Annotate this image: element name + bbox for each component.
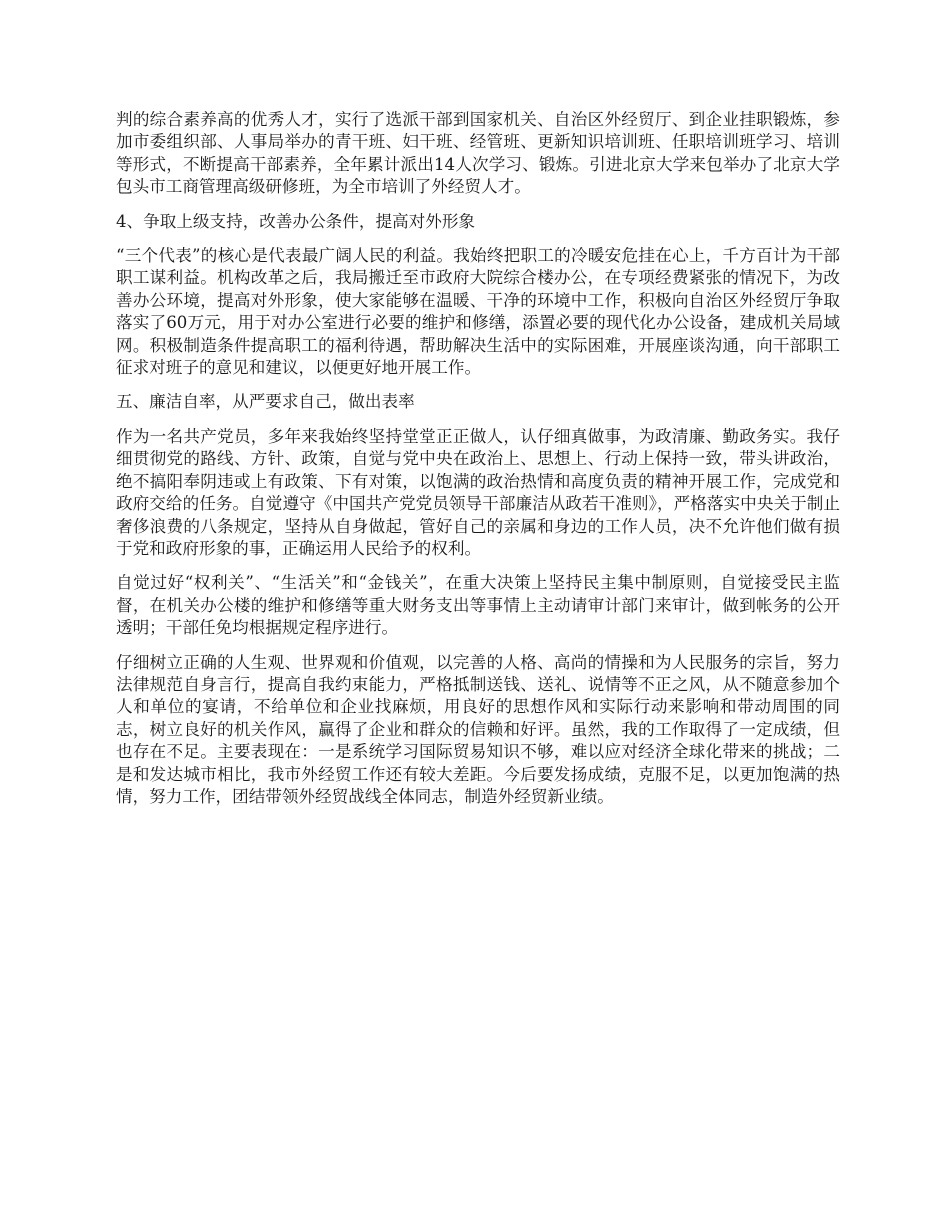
document-body [116, 109, 840, 820]
paragraph-values-and-shortcomings: 仔细树立正确的人生观、世界观和价值观，以完善的人格、高尚的情操和为人民服务的宗旨，努力法律规范自身言行，提高自我约束能力，严格抵制送钱、送礼、说情等不正之风，从不随意参加个人和单位的宴请，不给单位和企业找麻烦，用良好的思想作风和实际行动来影响和带动周围的同志，树立良好的机关作风，赢得了企业和群众的信赖和好评。虽然，我的工作取得了一定成绩，但也存在不足。主要表现在：一是系统学习国际贸易知识不够，难以应对经济全球化带来的挑战；二是和发达城市相比，我市外经贸工作还有较大差距。今后要发扬成绩，克服不足，以更加饱满的热情，努力工作，团结带领外经贸战线全体同志，制造外经贸新业绩。 [116, 652, 840, 806]
paragraph-staff-welfare: “三个代表”的核心是代表最广阔人民的利益。我始终把职工的冷暖安危挂在心上，千方百计为干部职工谋利益。机构改革之后，我局搬迁至市政府大院综合楼办公，在专项经费紧张的情况下，为改善办公环境，提高对外形象，使大家能够在温暖、干净的环境中工作，积极向自治区外经贸厅争取落实了60万元，用于对办公室进行必要的维护和修缮，添置必要的现代化办公设备，建成机关局域网。积极制造条件提高职工的福利待遇，帮助解决生活中的实际困难，开展座谈沟通，向干部职工征求对班子的意见和建议，以便更好地开展工作。 [116, 246, 840, 378]
paragraph-party-member-conduct: 作为一名共产党员，多年来我始终坚持堂堂正正做人，认仔细真做事，为政清廉、勤政务实。我仔细贯彻党的路线、方针、政策，自觉与党中央在政治上、思想上、行动上保持一致，带头讲政治，绝不搞阳奉阴违或上有政策、下有对策，以饱满的政治热情和高度负责的精神开展工作，完成党和政府交给的任务。自觉遵守《中国共产党党员领导干部廉洁从政若干准则》，严格落实中央关于制止奢侈浪费的八条规定，坚持从自身做起，管好自己的亲属和身边的工作人员，决不允许他们做有损于党和政府形象的事，正确运用人民给予的权利。 [116, 426, 840, 558]
paragraph-cadre-training: 判的综合素养高的优秀人才，实行了选派干部到国家机关、自治区外经贸厅、到企业挂职锻炼，参加市委组织部、人事局举办的青干班、妇干班、经管班、更新知识培训班、任职培训班学习、培训等形式，不断提高干部素养，全年累计派出14人次学习、锻炼。引进北京大学来包举办了北京大学包头市工商管理高级研修班，为全市培训了外经贸人才。 [116, 110, 840, 197]
section-heading-integrity: 五、廉洁自率，从严要求自己，做出表率 [116, 392, 415, 412]
section-heading-office-conditions: 4、争取上级支持，改善办公条件，提高对外形象 [116, 211, 476, 231]
paragraph-three-passes: 自觉过好“权利关”、“生活关”和“金钱关”，在重大决策上坚持民主集中制原则，自觉接受民主监督，在机关办公楼的维护和修缮等重大财务支出等事情上主动请审计部门来审计，做到帐务的公开透明；干部任免均根据规定程序进行。 [116, 573, 840, 638]
